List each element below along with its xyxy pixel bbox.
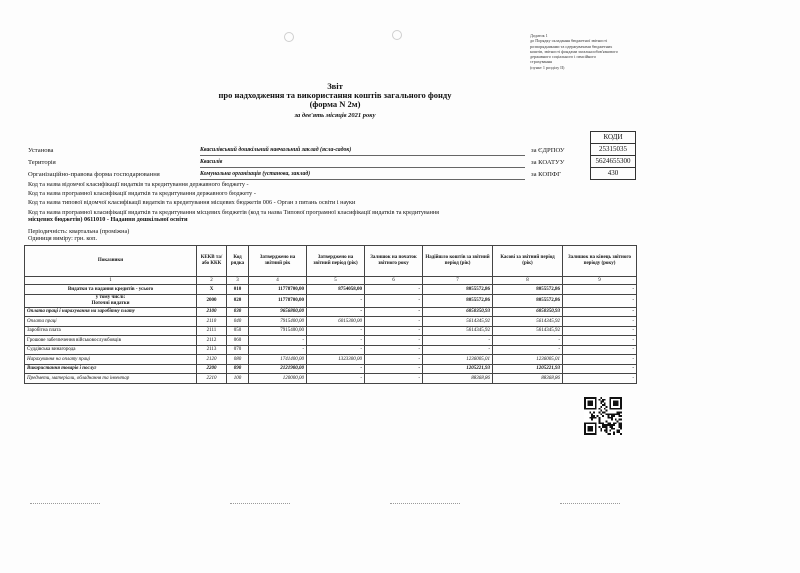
column-header: КЕКВ та/або ККК <box>197 246 227 277</box>
column-header: Показники <box>25 246 197 277</box>
row-code-cell: 040 <box>227 317 249 327</box>
row-name: Видатки та надання кредитів - усього <box>25 285 197 295</box>
scan-artifact <box>390 503 460 504</box>
qr-code <box>584 397 622 435</box>
received-cell: 5614345,92 <box>423 317 493 327</box>
kopfg-label: за КОПФГ <box>531 171 561 178</box>
underline <box>200 179 525 180</box>
table-row <box>25 364 637 374</box>
appendix-note-line: страхування <box>530 59 552 65</box>
approved-year-cell: - <box>249 345 307 355</box>
kekv-cell: 2111 <box>197 326 227 336</box>
territory-label: Територія <box>28 159 56 166</box>
kekv-cell: 2120 <box>197 355 227 365</box>
table-row <box>25 336 637 346</box>
kekv-cell: 2113 <box>197 345 227 355</box>
received-cell: 8055572,86 <box>423 294 493 307</box>
received-cell: 6850350,93 <box>423 307 493 317</box>
approved-period-cell: 6015300,00 <box>307 317 365 327</box>
row-name: Нарахування на оплату праці <box>25 355 197 365</box>
cash-expenses-cell: - <box>493 336 563 346</box>
kopfg-code: 430 <box>590 167 636 180</box>
edrpou-label: за ЄДРПОУ <box>531 147 565 154</box>
org-form-value: Комунальна організація (установа, заклад) <box>200 171 311 177</box>
received-cell: 1205221,93 <box>423 364 493 374</box>
appendix-note-line: Додаток 1 <box>530 33 548 38</box>
table-body <box>25 285 637 384</box>
row-name: Предмети, матеріали, обладнання та інвентар <box>25 374 197 384</box>
received-cell: 88368,86 <box>423 374 493 384</box>
balance-start-cell: - <box>365 345 423 355</box>
column-index: 3 <box>227 277 249 285</box>
punch-hole-mark <box>284 32 294 42</box>
column-index-row <box>25 277 637 285</box>
row-name: Грошове забезпечення військовослужбовців <box>25 336 197 346</box>
table-row <box>25 307 637 317</box>
balance-start-cell: - <box>365 294 423 307</box>
balance-start-cell: - <box>365 285 423 295</box>
dept-classification-line: Код та назва відомчої класифікації видатків та кредитування державного бюджету - <box>28 181 249 188</box>
balance-start-cell: - <box>365 307 423 317</box>
approved-year-cell: 9656800,00 <box>249 307 307 317</box>
approved-year-cell: - <box>249 336 307 346</box>
koatuu-label: за КОАТУУ <box>531 159 565 166</box>
balance-start-cell: - <box>365 336 423 346</box>
column-index: 5 <box>307 277 365 285</box>
row-code-cell: 050 <box>227 326 249 336</box>
report-table <box>24 245 637 384</box>
balance-start-cell: - <box>365 355 423 365</box>
approved-period-cell: 1323300,00 <box>307 355 365 365</box>
local-classification-line: Код та назва програмної класифікації видатків та кредитування місцевих бюджетів (код та назва Типової програмної класифікації видатків та кредитування <box>28 209 440 216</box>
column-header: Затверджено на звітний період (рік) <box>307 246 365 277</box>
column-index: 4 <box>249 277 307 285</box>
cash-expenses-cell: 8055572,86 <box>493 294 563 307</box>
cash-expenses-cell: 1205221,93 <box>493 364 563 374</box>
row-name: Оплата праці і нарахування на заробітну плату <box>25 307 197 317</box>
underline <box>200 167 525 168</box>
balance-end-cell: - <box>563 374 637 384</box>
approved-period-cell: - <box>307 336 365 346</box>
approved-year-cell: 11778700,00 <box>249 285 307 295</box>
table-header-row <box>25 246 637 277</box>
appendix-note-line: державного соціального і пенсійного <box>530 54 597 60</box>
kekv-cell: 2200 <box>197 364 227 374</box>
kekv-cell: 2110 <box>197 317 227 327</box>
column-header: Залишок на кінець звітного періоду (року) <box>563 246 637 277</box>
approved-year-cell: 7915400,00 <box>249 326 307 336</box>
cash-expenses-cell: 1236005,01 <box>493 355 563 365</box>
approved-period-cell: - <box>307 307 365 317</box>
appendix-note <box>530 33 640 70</box>
approved-period-cell: - <box>307 345 365 355</box>
approved-period-cell: - <box>307 294 365 307</box>
row-code-cell: 020 <box>227 294 249 307</box>
report-period: за дев'ять місяців 2021 року <box>294 112 376 119</box>
received-cell: 1236005,01 <box>423 355 493 365</box>
punch-hole-mark <box>392 30 402 40</box>
approved-year-cell: 7915400,00 <box>249 317 307 327</box>
cash-expenses-cell: 5614345,92 <box>493 317 563 327</box>
underline <box>200 155 525 156</box>
row-name: у тому числі: Поточні видатки <box>25 294 197 307</box>
row-code-cell: 070 <box>227 345 249 355</box>
institution-value: Квасилівський дошкільний навчальний заклад (ясла-садок) <box>200 147 352 153</box>
row-name: Оплата праці <box>25 317 197 327</box>
report-title: Звіт <box>327 81 343 91</box>
balance-start-cell: - <box>365 364 423 374</box>
koatuu-code: 5624655300 <box>590 155 636 168</box>
received-cell: - <box>423 336 493 346</box>
kekv-cell: 2210 <box>197 374 227 384</box>
kekv-cell: 2112 <box>197 336 227 346</box>
table-row <box>25 374 637 384</box>
balance-start-cell: - <box>365 317 423 327</box>
approved-period-cell: - <box>307 364 365 374</box>
table-row <box>25 294 637 307</box>
balance-end-cell: - <box>563 364 637 374</box>
scan-artifact <box>30 503 100 504</box>
row-code-cell: 100 <box>227 374 249 384</box>
row-code-cell: 060 <box>227 336 249 346</box>
balance-start-cell: - <box>365 374 423 384</box>
column-header: Код рядка <box>227 246 249 277</box>
unit-of-measure: Одиниця виміру: грн. коп. <box>28 235 98 242</box>
column-index: 7 <box>423 277 493 285</box>
column-header: Касові за звітний період (рік) <box>493 246 563 277</box>
table-row <box>25 355 637 365</box>
periodicity: Періодичність: квартальна (проміжна) <box>28 228 130 235</box>
row-name: Заробітна плата <box>25 326 197 336</box>
appendix-note-line: (пункт 1 розділу II) <box>530 64 565 70</box>
cash-expenses-cell: 88368,86 <box>493 374 563 384</box>
column-index: 1 <box>25 277 197 285</box>
balance-end-cell: - <box>563 326 637 336</box>
row-code-cell: 010 <box>227 285 249 295</box>
approved-period-cell: - <box>307 374 365 384</box>
cash-expenses-cell: 6850350,93 <box>493 307 563 317</box>
row-code-cell: 030 <box>227 307 249 317</box>
column-header: Затверджено на звітний рік <box>249 246 307 277</box>
balance-end-cell: - <box>563 285 637 295</box>
approved-year-cell: 120000,00 <box>249 374 307 384</box>
row-code-cell: 090 <box>227 364 249 374</box>
typical-classification-line: Код та назва типової відомчої класифікації видатків та кредитування місцевих бюджетів 006 - Орган з питань освіти і науки <box>28 199 356 206</box>
balance-start-cell: - <box>365 326 423 336</box>
received-cell: 8055572,86 <box>423 285 493 295</box>
balance-end-cell: - <box>563 336 637 346</box>
column-header: Надійшло коштів за звітний період (рік) <box>423 246 493 277</box>
local-classification-line-2: місцевих бюджетів) 0611010 - Надання дошкільної освіти <box>28 216 188 223</box>
territory-value: Квасилів <box>200 159 223 165</box>
table-row <box>25 317 637 327</box>
report-form-number: (форма N 2м) <box>309 99 361 109</box>
table-row <box>25 345 637 355</box>
org-form-label: Організаційно-правова форма господарювання <box>28 171 160 178</box>
approved-year-cell: 1741400,00 <box>249 355 307 365</box>
approved-year-cell: 11778700,00 <box>249 294 307 307</box>
balance-end-cell: - <box>563 345 637 355</box>
codes-header: КОДИ <box>590 131 636 144</box>
balance-end-cell: - <box>563 307 637 317</box>
table-row <box>25 326 637 336</box>
column-index: 6 <box>365 277 423 285</box>
scan-artifact <box>560 503 620 504</box>
cash-expenses-cell: - <box>493 345 563 355</box>
row-code-cell: 080 <box>227 355 249 365</box>
kekv-cell: 2000 <box>197 294 227 307</box>
column-header: Залишок на початок звітного року <box>365 246 423 277</box>
column-index: 2 <box>197 277 227 285</box>
scan-artifact <box>230 503 290 504</box>
approved-period-cell: - <box>307 326 365 336</box>
column-index: 8 <box>493 277 563 285</box>
program-classification-line: Код та назва програмної класифікації видатків та кредитування державного бюджету - <box>28 190 256 197</box>
cash-expenses-cell: 8055572,86 <box>493 285 563 295</box>
institution-label: Установа <box>28 147 54 154</box>
column-index: 9 <box>563 277 637 285</box>
appendix-note-line: коштів, звітності фондами загальнообов'язкового <box>530 48 618 54</box>
approved-period-cell: 8754058,00 <box>307 285 365 295</box>
report-subtitle: про надходження та використання коштів загального фонду <box>218 90 452 100</box>
received-cell: 5614345,92 <box>423 326 493 336</box>
approved-year-cell: 2121900,00 <box>249 364 307 374</box>
cash-expenses-cell: 5614345,92 <box>493 326 563 336</box>
received-cell: - <box>423 345 493 355</box>
balance-end-cell: - <box>563 355 637 365</box>
balance-end-cell: - <box>563 317 637 327</box>
balance-end-cell: - <box>563 294 637 307</box>
appendix-note-line: до Порядку складання бюджетної звітності <box>530 38 608 44</box>
kekv-cell: 2100 <box>197 307 227 317</box>
edrpou-code: 25315035 <box>590 143 636 156</box>
table-row <box>25 285 637 295</box>
row-name: Суддівська винагорода <box>25 345 197 355</box>
row-name: Використання товарів і послуг <box>25 364 197 374</box>
kekv-cell: X <box>197 285 227 295</box>
appendix-note-line: розпорядниками та одержувачами бюджетних <box>530 43 613 49</box>
